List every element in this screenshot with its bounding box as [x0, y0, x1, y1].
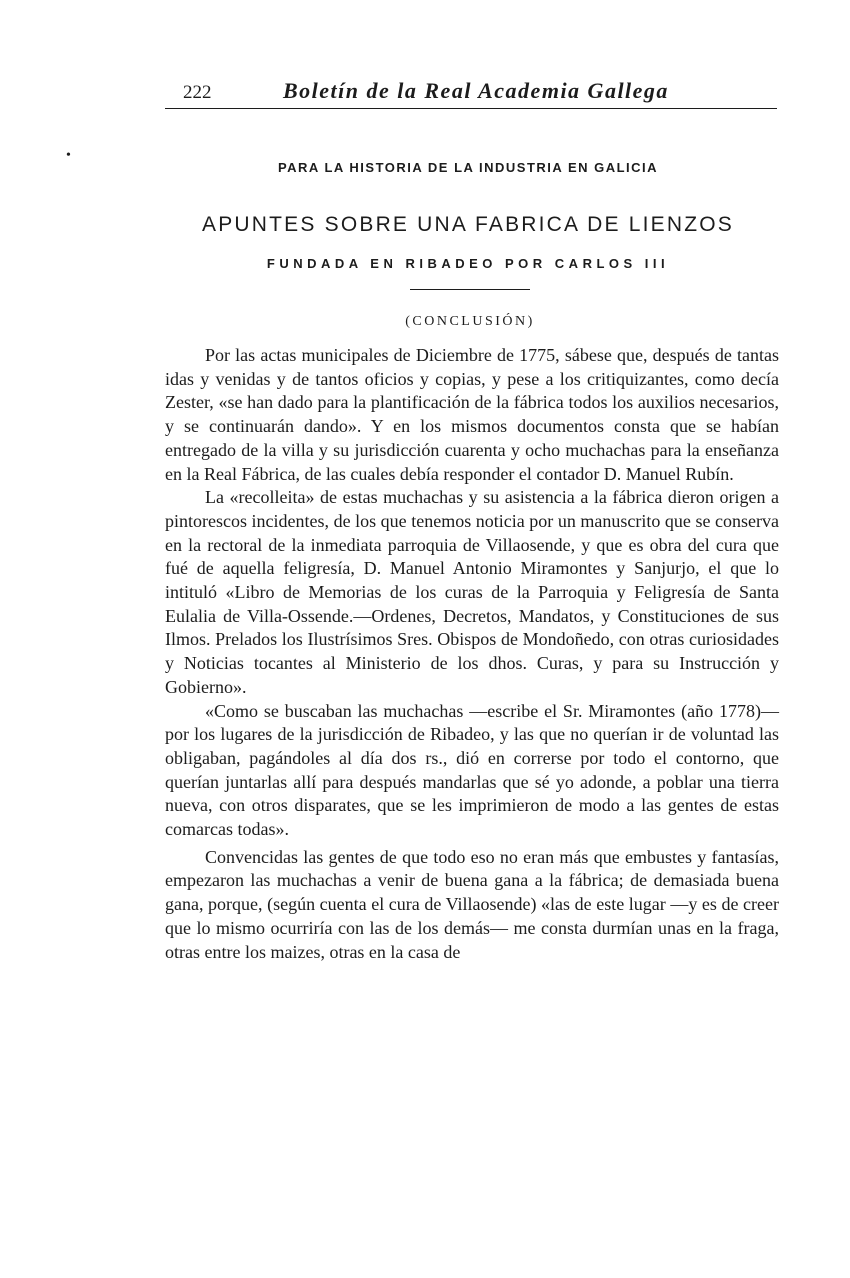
series-heading: PARA LA HISTORIA DE LA INDUSTRIA EN GALICIA [277, 160, 659, 175]
article-body [165, 344, 779, 964]
article-title: APUNTES SOBRE UNA FABRICA DE LIENZOS [202, 213, 734, 236]
paragraph: Convencidas las gentes de que todo eso no eran más que embustes y fantasías, empezaron las muchachas a venir de buena gana a la fábrica; de demasiada buena gana, porque, (según cuenta el cura de Villaosende) «las de este lugar —y es de creer que lo mismo ocurriría con las de los demás— me consta durmían unas en la fraga, otras entre los maizes, otras en la casa de [165, 846, 779, 962]
section-label: (CONCLUSIÓN) [405, 314, 535, 329]
title-divider [410, 289, 530, 290]
paragraph: Por las actas municipales de Diciembre de 1775, sábese que, después de tantas idas y venidas y de tantos oficios y copias, y pese a los critiquizantes, como decía Zester, «se han dado para la plantificación de la fábrica todos los auxilios necesarios, y se continuarán dando». Y en los mismos documentos consta que se habían entregado de la villa y su jurisdicción cuarenta y ocho muchachas para la enseñanza en la Real Fábrica, de las cuales debía responder el contador D. Manuel Rubín. [165, 345, 779, 484]
paragraph: «Como se buscaban las muchachas —escribe el Sr. Miramontes (año 1778)— por los lugares de la jurisdicción de Ribadeo, y las que no querían ir de voluntad las obligaban, pagándoles al día dos rs., dió en correrse por todo el contorno, que querían juntarlas allí para después mandarlas que sé yo adonde, a poblar una tierra nueva, con otros disparates, que se les imprimieron de modo a las gentes de estas comarcas todas». [165, 700, 779, 840]
paragraph: La «recolleita» de estas muchachas y su asistencia a la fábrica dieron origen a pintorescos incidentes, de los que tenemos noticia por un manuscrito que se conserva en la rectoral de la inmediata parroquia de Villaosende, y que es obra del cura que fué de aquella feligresía, D. Manuel Antonio Miramontes y Sanjurjo, el que lo intituló «Libro de Memorias de los curas de la Parroquia y Feligresía de Santa Eulalia de Villa-Ossende.—Ordenes, Decretos, Mandatos, y Constituciones de sus Ilmos. Prelados los Ilustrísimos Sres. Obispos de Mondoñedo, con otras curiosidades y Noticias tocantes al Ministerio de los dhos. Curas, y para su Instrucción y Gobierno». [165, 487, 779, 697]
page-number: 222 [183, 82, 212, 103]
journal-title: Boletín de la Real Academia Gallega [283, 78, 669, 103]
running-header [165, 78, 777, 109]
margin-mark-icon: • [66, 148, 71, 163]
article-subtitle: FUNDADA EN RIBADEO POR CARLOS III [266, 256, 670, 271]
